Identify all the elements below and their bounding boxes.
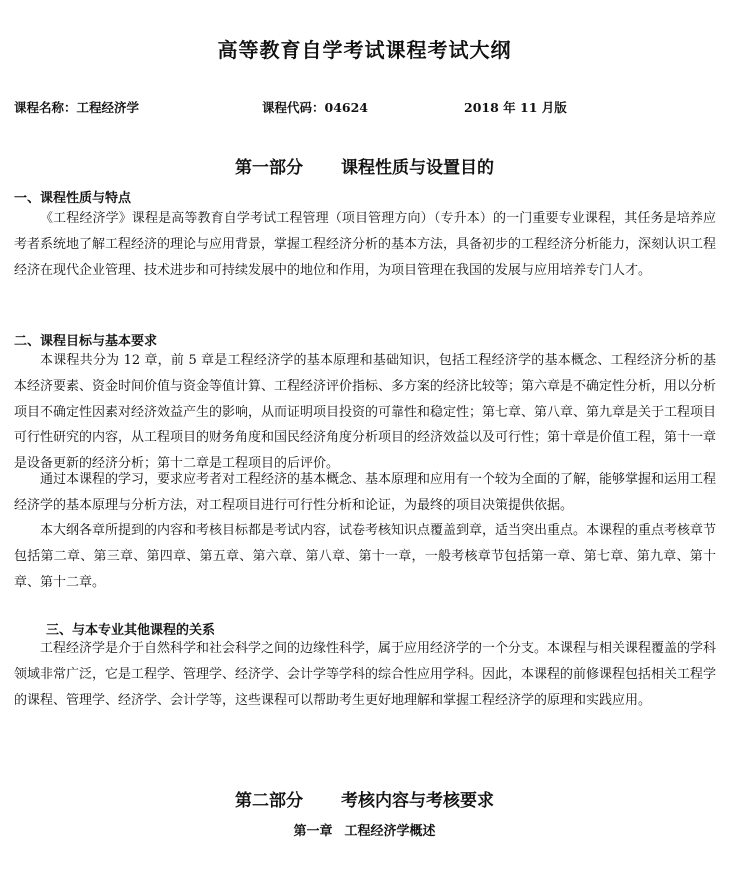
part-two-title: 考核内容与考核要求 (341, 791, 494, 811)
course-code: 课程代码：04624 (262, 100, 368, 115)
part-one-title: 课程性质与设置目的 (341, 158, 494, 178)
section-heading-relations: 三、与本专业其他课程的关系 (46, 623, 216, 638)
paragraph-relations: 工程经济学是介于自然科学和社会科学之间的边缘性科学，属于应用经济学的一个分支。本课程与相关课程覆盖的学科领域非常广泛，它是工程学、管理学、经济学、会计学等学科的综合性应用学科。因此，本课程的前修课程包括相关工程学的课程、管理学、经济学、会计学等，这些课程可以帮助考生更好地理解和掌握工程经济学的原理和实践应用。 (14, 641, 717, 708)
document-title: 高等教育自学考试课程考试大纲 (217, 38, 512, 62)
part-one-heading (0, 153, 729, 178)
section-heading-objectives: 二、课程目标与基本要求 (14, 334, 158, 349)
paragraph-objectives-2: 通过本课程的学习，要求应考者对工程经济的基本概念、基本原理和应用有一个较为全面的了解，能够掌握和运用工程经济学的基本原理与分析方法，对工程项目进行可行性分析和论证，为最终的项目决策提供依据。 (14, 472, 717, 513)
chapter-title: 工程经济学概述 (344, 824, 436, 839)
part-one-number: 第一部分 (235, 158, 303, 178)
chapter-one-heading (0, 820, 729, 839)
chapter-number: 第一章 (293, 824, 333, 839)
part-two-heading (0, 786, 729, 811)
section-heading-nature: 一、课程性质与特点 (14, 191, 132, 206)
course-meta-row (0, 98, 729, 118)
paragraph-objectives-1: 本课程共分为 12 章，前 5 章是工程经济学的基本原理和基础知识，包括工程经济学的基本概念、工程经济分析的基本经济要素、资金时间价值与资金等值计算、工程经济评价指标、多方案的经济比较等；第六章是不确定性分析，用以分析项目不确定性因素对经济效益产生的影响，从而证明项目投资的可靠性和稳定性；第七章、第八章、第九章是关于工程项目可行性研究的内容，从工程项目的财务角度和国民经济角度分析项目的经济效益以及可行性；第十章是价值工程，第十一章是设备更新的经济分析；第十二章是工程项目的后评价。 (14, 353, 717, 472)
paragraph-objectives-3: 本大纲各章所提到的内容和考核目标都是考试内容，试卷考核知识点覆盖到章，适当突出重点。本课程的重点考核章节包括第二章、第三章、第四章、第五章、第六章、第八章、第十一章，一般考核章节包括第一章、第七章、第九章、第十章、第十二章。 (14, 523, 717, 590)
paragraph-nature: 《工程经济学》课程是高等教育自学考试工程管理（项目管理方向）（专升本）的一门重要专业课程，其任务是培养应考者系统地了解工程经济的理论与应用背景，掌握工程经济分析的基本方法，具备初步的工程经济分析能力，深刻认识工程经济在现代企业管理、技术进步和可持续发展中的地位和作用，为项目管理在我国的发展与应用培养专门人才。 (14, 211, 717, 278)
course-name: 课程名称：工程经济学 (14, 100, 140, 115)
part-two-number: 第二部分 (235, 791, 303, 811)
edition-date: 2018 年 11 月版 (464, 100, 567, 115)
